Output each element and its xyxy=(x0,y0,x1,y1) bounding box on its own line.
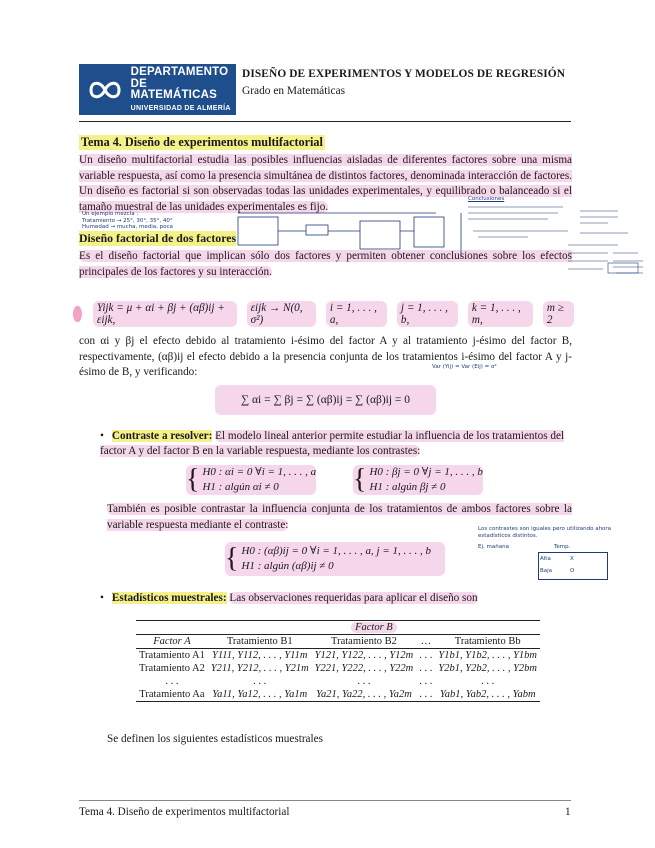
col-header: … xyxy=(420,636,432,647)
logo-line3: UNIVERSIDAD DE ALMERÍA xyxy=(130,104,231,112)
document-subtitle: Grado en Matemáticas xyxy=(242,85,346,97)
bullet2-label: Estadísticos muestrales: xyxy=(111,592,227,604)
table-cell: Y2b1, Y2b2, . . . , Y2bm xyxy=(438,663,537,674)
page-number: 1 xyxy=(565,806,571,818)
table-cell: . . . xyxy=(419,689,433,700)
table-cell: . . . xyxy=(419,676,433,687)
infinity-logo-icon xyxy=(79,64,131,115)
note-line: Un ejemplo mezcla : xyxy=(82,211,139,217)
bullet-contraste: • Contraste a resolver: El modelo lineal anterior permite estudiar la influencia de los tratamientos del factor A y del factor B en la variable respuesta, mediante los contrastes: xyxy=(100,430,565,458)
table-cell: Tratamiento A2 xyxy=(139,663,205,674)
hyp-a-h0: H0 : αi = 0 ∀i = 1, . . . , a xyxy=(202,466,317,478)
note-o: O xyxy=(570,568,575,574)
bullet1-label: Contraste a resolver: xyxy=(111,430,213,442)
table-cell: Tratamiento A1 xyxy=(139,650,205,661)
hypothesis-factor-b: { H0 : βj = 0 ∀j = 1, . . . , b H1 : algún βj ≠ 0 xyxy=(353,464,483,495)
bullet1-text: El modelo lineal anterior permite estudiar la influencia de los tratamientos del factor A y del factor B en la variable respuesta, mediante los contrastes: xyxy=(100,430,565,458)
table-cell: . . . xyxy=(253,676,267,687)
table-cell: Ya11, Ya12, . . . , Ya1m xyxy=(212,689,308,700)
note-line: Conclusiones xyxy=(468,196,505,202)
pink-marker-icon xyxy=(72,304,83,324)
factor-b-header: Factor B xyxy=(351,622,397,633)
table-row xyxy=(136,662,540,675)
sum-constraint: ∑ αi = ∑ βj = ∑ (αβ)ij = ∑ (αβ)ij = 0 xyxy=(215,385,436,415)
section-title: Tema 4. Diseño de experimentos multifactorial xyxy=(81,135,323,149)
table-cell: Y1b1, Y1b2, . . . , Y1bm xyxy=(438,650,537,661)
model-index-j: j = 1, . . . , b, xyxy=(397,301,458,327)
handwritten-note-conclusiones xyxy=(468,196,578,203)
handwritten-note-variance: Var (Yij) = Var (Eij) = σ² xyxy=(432,364,497,370)
observations-table xyxy=(136,620,540,702)
hyp-ab-h0: H0 : (αβ)ij = 0 ∀i = 1, . . . , a, j = 1, . . . , b xyxy=(241,545,432,557)
table-cell: . . . xyxy=(357,676,371,687)
subsection-intro-text: Es el diseño factorial que implican sólo dos factores y permiten obtener conclusiones sobre los efectos principales de los factores y su interacción. xyxy=(79,250,572,278)
logo-line1: DEPARTAMENTO xyxy=(130,66,229,79)
hyp-b-h0: H0 : βj = 0 ∀j = 1, . . . , b xyxy=(369,466,483,478)
table-cell: Yab1, Yab2, . . . , Yabm xyxy=(439,689,536,700)
footer-title: Tema 4. Diseño de experimentos multifactorial xyxy=(79,806,290,818)
handwritten-diagram xyxy=(236,211,466,259)
handwritten-note-ej: Ej. mañana xyxy=(478,544,509,550)
table-cell: Y211, Y212, . . . , Y21m xyxy=(210,663,309,674)
footer-divider xyxy=(79,800,571,801)
col-header: Tratamiento B2 xyxy=(331,636,397,647)
hypothesis-interaction: { H0 : (αβ)ij = 0 ∀i = 1, . . . , a, j = 1, . . . , b H1 : algún (αβ)ij ≠ 0 xyxy=(225,542,445,576)
bullet2-text: Las observaciones requeridas para aplicar el diseño son xyxy=(229,592,478,604)
table-row xyxy=(136,649,540,663)
handwritten-table xyxy=(528,544,618,584)
hypothesis-factor-a: { H0 : αi = 0 ∀i = 1, . . . , a H1 : algún αi ≠ 0 xyxy=(186,464,317,495)
model-equation-row xyxy=(72,303,574,325)
table-cell: Ya21, Ya22, . . . , Ya2m xyxy=(316,689,412,700)
table-cell: . . . xyxy=(419,663,433,674)
header-divider xyxy=(79,121,571,122)
col-header: Tratamiento B1 xyxy=(226,636,293,647)
hyp-ab-h1: H1 : algún (αβ)ij ≠ 0 xyxy=(241,560,334,572)
table-row xyxy=(136,688,540,702)
note-line: Humedad → mucha, media, poca xyxy=(82,224,173,230)
document-title: DISEÑO DE EXPERIMENTOS Y MODELOS DE REGRESIÓN xyxy=(242,68,566,80)
hyp-a-h1: H1 : algún αi ≠ 0 xyxy=(202,481,279,493)
handwritten-scribbles xyxy=(468,203,653,283)
table-cell: Tratamiento Aa xyxy=(139,689,205,700)
model-error: εijk → N(0, σ²) xyxy=(247,301,316,327)
table-cell: . . . xyxy=(165,676,179,687)
table-header-row xyxy=(136,635,540,649)
table-cell: Y111, Y112, . . . , Y11m xyxy=(212,650,308,661)
model-equation: Yijk = μ + αi + βj + (αβ)ij + εijk, xyxy=(93,301,237,327)
closing-paragraph: Se definen los siguientes estadísticos muestrales xyxy=(107,733,323,745)
handwritten-note-contrastes: Los contrastes son iguales pero utilizando ahora estadísticos distintos. xyxy=(478,526,612,539)
table-cell: Y121, Y122, . . . , Y12m xyxy=(314,650,414,661)
model-index-i: i = 1, . . . , a, xyxy=(326,301,387,327)
bullet-estadisticos: • Estadísticos muestrales: Las observaciones requeridas para aplicar el diseño son xyxy=(100,592,478,604)
col-header: Tratamiento Bb xyxy=(454,636,521,647)
table-cell: . . . xyxy=(481,676,495,687)
table-cell: . . . xyxy=(419,650,433,661)
table-row xyxy=(136,675,540,688)
department-logo xyxy=(79,64,236,115)
handwritten-note-example xyxy=(82,211,232,231)
factor-a-header: Factor A xyxy=(153,636,191,647)
note-alta: Alta xyxy=(540,556,551,562)
model-index-k: k = 1, . . . , m, xyxy=(468,301,533,327)
section-intro-text: Un diseño multifactorial estudia las posibles influencias aisladas de diferentes factores sobre una misma variable respuesta, así como la presencia simultánea de distintos factores, denominada interacción de factores. Un diseño es factorial si son observadas todas las unidades experimentales, y equilibrado o balanceado si el tamaño muestral de las unidades experimentales es fijo. xyxy=(79,154,572,213)
table-cell: Y221, Y222, . . . , Y22m xyxy=(314,663,414,674)
hyp-b-h1: H1 : algún βj ≠ 0 xyxy=(369,481,446,493)
model-index-m: m ≥ 2 xyxy=(543,301,574,327)
note-x: X xyxy=(570,556,574,562)
note-temp: Temp. xyxy=(554,544,571,550)
interaction-text: También es posible contrastar la influencia conjunta de los tratamientos de ambos factores sobre la variable respuesta mediante el contraste: xyxy=(107,503,572,531)
logo-line2: DE MATEMÁTICAS xyxy=(130,77,217,102)
note-line: Tratamiento → 25°, 30°, 35°, 40° xyxy=(82,217,173,224)
subsection-title: Diseño factorial de dos factores xyxy=(79,231,237,245)
note-baja: Baja xyxy=(540,568,553,574)
constraint-paragraph: con αi y βj el efecto debido al tratamiento i-ésimo del factor A y al tratamiento j-ésimo del factor B, respectivamente, (αβ)ij el efecto debido a la presencia conjunta de los tratamientos i-ésimo del factor A y j-ésimo de B, y verificando: xyxy=(79,335,572,379)
